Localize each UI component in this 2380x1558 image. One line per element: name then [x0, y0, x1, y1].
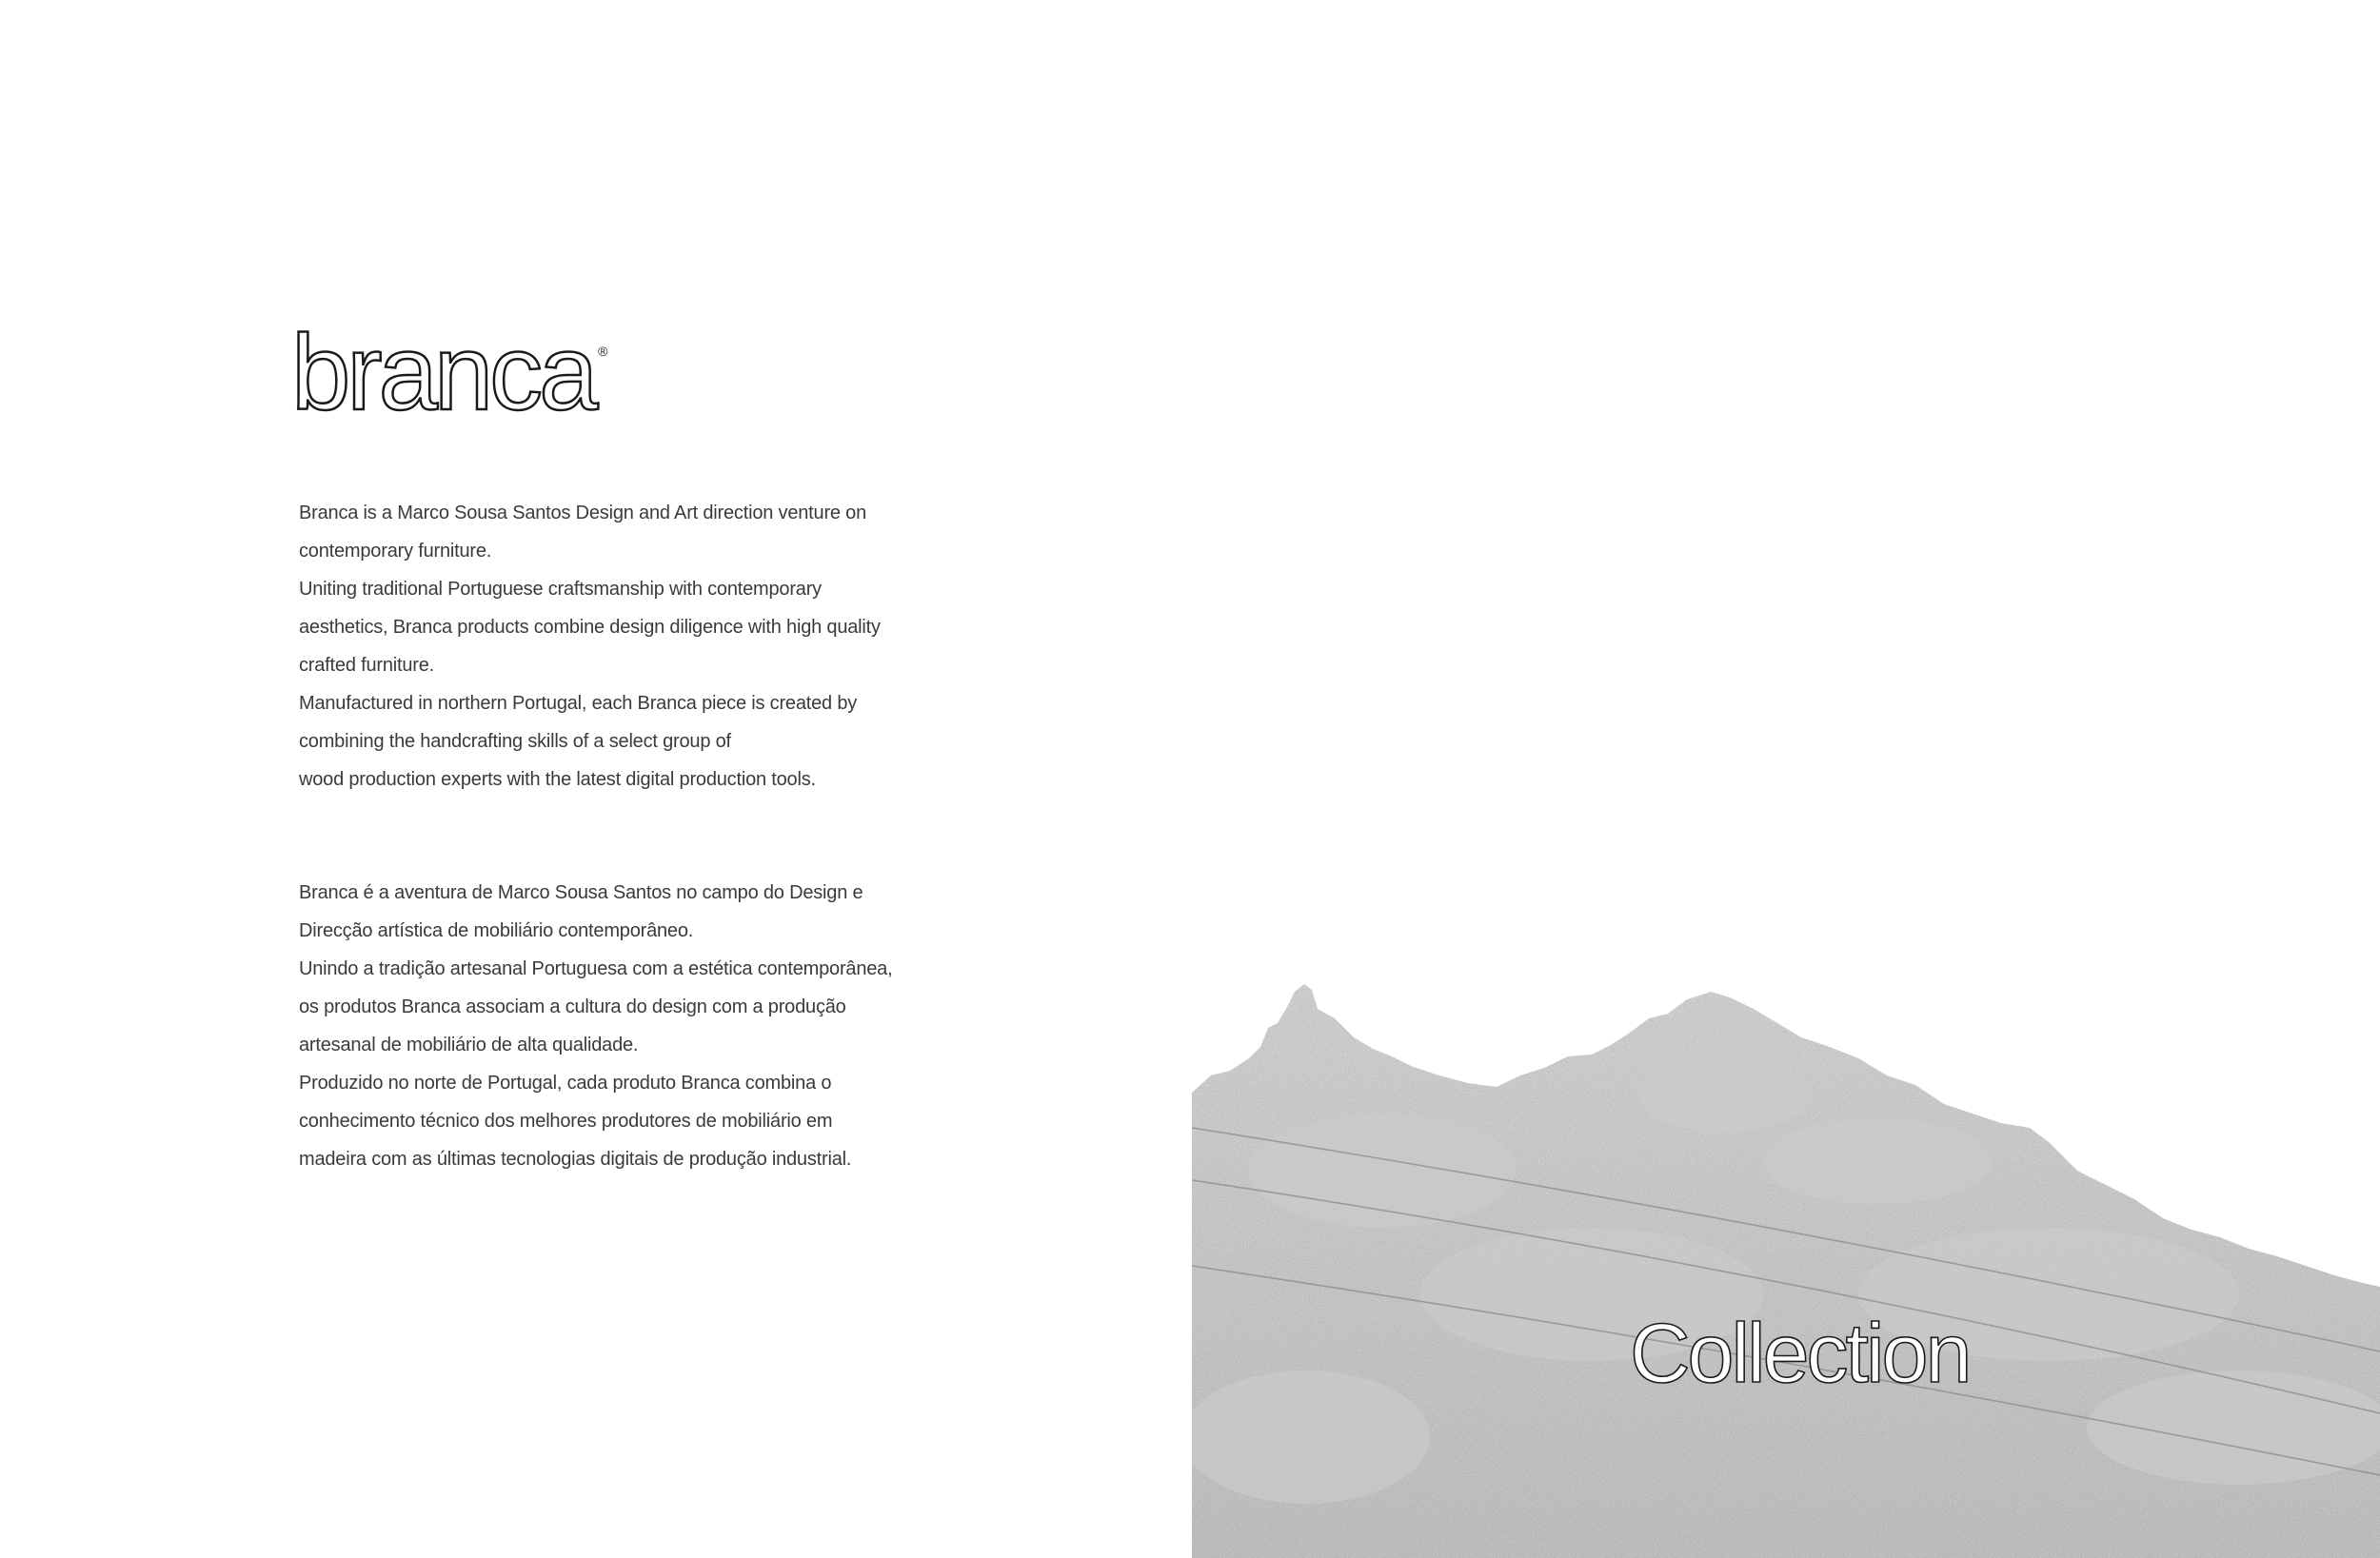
- intro-pt-line: artesanal de mobiliário de alta qualidade.: [299, 1035, 639, 1055]
- intro-en-line: Manufactured in northern Portugal, each Branca piece is created by: [299, 693, 858, 714]
- registered-mark: ®: [598, 344, 608, 359]
- intro-text-portuguese: [299, 874, 927, 1178]
- intro-pt-line: Branca é a aventura de Marco Sousa Santos no campo do Design e: [299, 882, 863, 903]
- intro-en-line: Branca is a Marco Sousa Santos Design and Art direction venture on: [299, 503, 867, 523]
- intro-en-line: combining the handcrafting skills of a select group of: [299, 731, 731, 752]
- intro-en-line: Uniting traditional Portuguese craftsmanship with contemporary: [299, 579, 822, 600]
- intro-pt-line: Produzido no norte de Portugal, cada produto Branca combina o: [299, 1073, 832, 1094]
- intro-text-english: [299, 494, 927, 799]
- logo-wordmark: branca: [291, 313, 595, 432]
- intro-en-line: contemporary furniture.: [299, 541, 492, 562]
- intro-en-line: wood production experts with the latest digital production tools.: [299, 769, 816, 790]
- intro-pt-line: os produtos Branca associam a cultura do design com a produção: [299, 996, 846, 1017]
- collection-title: Collection: [1630, 1306, 1970, 1400]
- intro-pt-line: Direcção artística de mobiliário contemporâneo.: [299, 920, 694, 941]
- intro-pt-line: conhecimento técnico dos melhores produtores de mobiliário em: [299, 1111, 833, 1132]
- intro-pt-line: madeira com as últimas tecnologias digitais de produção industrial.: [299, 1149, 852, 1170]
- mountain-castle-photo: [1192, 980, 2380, 1558]
- intro-en-line: crafted furniture.: [299, 655, 435, 676]
- branca-logo: [291, 313, 608, 432]
- intro-en-line: aesthetics, Branca products combine design diligence with high quality: [299, 617, 881, 638]
- intro-pt-line: Unindo a tradição artesanal Portuguesa com a estética contemporânea,: [299, 958, 893, 979]
